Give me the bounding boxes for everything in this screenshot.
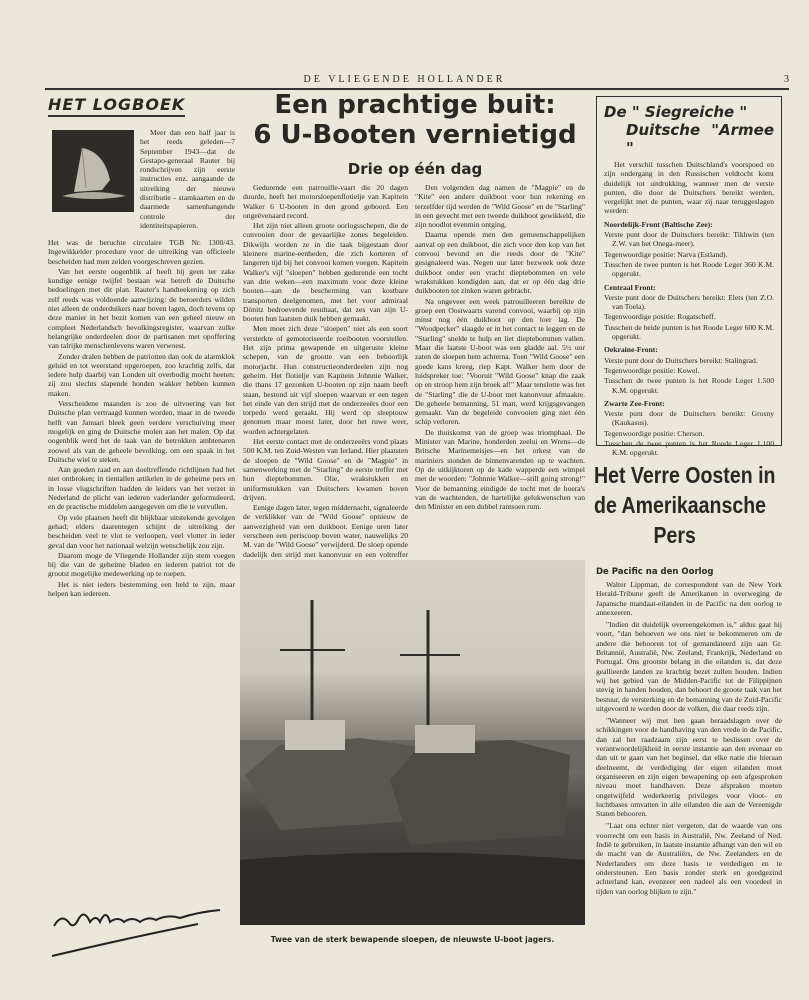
front-item: Oekraine-Front: Verste punt door de Duitschers bereikt: Stalingrad. Tegenwoordige positie: Kowel. Tusschen de twee punten is het Roode Leger 1.500 K.M. opgerukt. (604, 345, 774, 395)
logboek-title: HET LOGBOEK (48, 95, 185, 117)
uboat-hunters-photo (240, 560, 585, 925)
main-subheadline: Drie op één dag (347, 160, 483, 178)
far-east-body: Walter Lippman, de correspondent van de New York Herald-Tribune geeft de Amerikanen in overweging de Japansche mandaat-eilanden in de Pacific na den oorlog te annexeeren. "Indien dit duidelijk overeengekomen is," aldus gaat hij voort, "dan behoeven we ons niet te bekommeren om de andere die behooren tot of gemandateerd zijn aan Gr. Britannië, Australië, Nw. Zeeland, Frankrijk, Nederland en Portugal. Ons grootste belang in die eilanden is, dat deze geallieerde landen ze krachtig bezet zullen houden. Indien wij het gebied van de Midden-Pacific tot de Filippijnen stevig in handen houden, dan behoort de groote taak van het bestuur, de versterking en de bemanning van de Zuid-Pacific uitgevoerd te worden door de volken, die daar reeds zijn. "Wanneer wij met hen gaan beraadslagen over de schikkingen voor de handhaving van den vrede in de Pacific, dan zal het raadzaam zijn eerst te beslissen over de verantwoordelijkheid in eerste instantie aan den evenaar en dan uit te gaan van het beginsel, dat elke natie die hieraan deelneemt, de verdediging der eigen eilanden moet organiseeren en zijn eigen bewapening op een afgesproken niveau moet handhaven. Deze afspraken moeten ongetwijfeld wederkeerig privileges voor vloot- en luchtbases omvatten in alle eilanden die aan de Vereenigde Staten behooren. "Laat ons echter niet vergeten, dat de waarde van ons voorrecht om een basis in Australië, Nw. Zeeland of Ned. Indië te gebruiken, in laatste instantie afhangt van den wil en de macht van de Australiërs, de Nw. Zeelanders en de Nederlanders om deze basis te verdedigen en te ondersteunen. Een basis zonder sterk en goedgezind achterland kan, evenzeer een nadeel als een voordeel in tijden van oorlog blijken te zijn." (596, 580, 782, 896)
front-item: Noordelijk-Front (Baltische Zee): Verste punt door de Duitschers bereikt: Tikhwin (ten Z.W. van het Onega-meer). Tegenwoordige positie: Narva (Estland). Tusschen de twee punten is het Roode Leger 360 K.M. opgerukt. (604, 219, 774, 279)
main-article-column-1: Gedurende een patrouille-vaart die 20 dagen duurde, heeft het motorsloepenflotielje van Kapitein Walker 6 U-booten in den grond geboord. Een ongeëvenaard record. Het zijn niet alleen groote oorlogsschepen, die de convooien door de gevaarlijke zones begeleiden. Dikwijls worden ze in die taak bijgestaan door kleinere marine-eenheden, die zich korteren of langeren tijd bij het convooi komen voegen. Kapitein Walker's vijf "sloepen" hebben gedurende een tocht van drie weken—een maximum voor deze kleine booten—aan de bescherming van kostbare transporten deelgenomen, met het voor admiraal Dönitz bedroevende resultaat, dat zes van zijn U-booten hun laatsten duik hebben gemaakt. Men moet zich deze "sloepen" niet als een soort versterkte of gemotoriseerde roeibooten voorstellen. Het zijn prima gewapende en uitgeruste kleine schepen, van de grootte van een behoorlijk motorjacht. Hun constructieonderdeelen zijn nog geheim. Het flotielje van Kapitein Johnnie Walker, die thans 17 gezonken U-booten op zijn naam heeft staan, bestond uit vijf sloepen waarvan er een tegen het einde van den strijd met de onderzeeërs door een torpedo werd geraakt. Hij werd op sleeptouw genomen maar moest later, door het ruwe weer, worden achtergelaten. Het eerste contact met de onderzeeërs vond plaats 500 K.M. ten Zuid-Westen van Ierland. Hier plaatsten de sloepen de "Wild Goose" en de "Magpie" in samenwerking met de "Starling" de eerste treffer met hun dieptebommen. Olie, wrakstukken en uniformstukken van Duitschers kwamen boven drijven. Eenige dagen later, tegen middernacht, signaleerde de verklikker van de "Wild Goose" opnieuw de aanwezigheid van een duikboot. Eenige uren later verscheen een periscoop boven water, nauwelijks 20 M. van de "Wild Goose" verwijderd. De sloep opende dadelijk den strijd met kanonvuur en een voltreffer (243, 183, 408, 559)
photo-caption: Twee van de sterk bewapende sloepen, de nieuwste U-boot jagers. (270, 935, 555, 944)
logboek-body: Het was de beruchte circulaire TGB Nr. 1300/43. Ingewikkelder procedure voor de uitreiking van officieele bescheiden had men zelden voorgeschreven gezien. Van het eerste oogenblik af heeft bij geen ter zake kundige eenige twijfel bestaan wat betreft de Duitsche bedoelingen met dit plan. Rauter's handteekening op zich zelf reeds was voldoende aanwijzing: de beroerders wilden niet alleen de onderduikers naar boven lagen, doch tevens op deze manier in het bezit komen van een geheel nieuw en compleet Nederlandsch bevolkingsregister, waarvan zulke belangrijke onderdeelen door de partisanen met opoffering van talrijke menschenlevens waren verwoest. Zonder dralen hebben de patriotten dan ook de alarmklok geluid en tot weerstand opgeroepen, zoo krachtig zelfs, dat iedere hulp daarbij van Londen uit overbodig mocht heeten; zij zou slechts slapende honden wakker hebben kunnen maken. Verscheidene maanden is zoo de uitvoering van het Duitsche plan vertraagd kunnen worden, maar in de tweede helft van Januari bleek geen verdere verschuiving meer mogelijk en ging de Duitsche molen aan het malen. Op dat oogenblik werd het de taak van de betrokken ambtenaren zoowel als van de geheele bevolking, om een spaak in het Duitsche wiel te steken. Aan goeden raad en aan doeltreffende richtlijnen had het niet ontbroken; in tientallen artikelen in de geheime pers en in losse vlugschriften hadden de leiders van het verzet in Nederland de plicht van iederen vaderlander geformuleerd, en de practische middelen aangegeven om die te vervullen. Op vele plaatsen heeft dit blijkbaar uitstekende gevolgen gehad; elders daarentegen schijnt de uitreiking der bescheiden veel te vlot te verloopen, veel vlotter in ieder geval dan voor het nationaal welzijn wenschelijk zou zijn. Daarom moge de Vliegende Hollander zijn stem voegen bij die van de geheime bladen en iederen patriot tot de grootst mogelijke medewerking op te roepen. Het is niet ieders bestemming een held te zijn, maar helpen kan iedereen. (48, 238, 235, 598)
logboek-intro: Meer dan een half jaar is het reeds geleden—7 September 1943—dat de Gestapo-generaal Rauter bij rondschrijven zijn eerste instructies enz. aangaande de uitreiking der nieuwe distributie - stamkaarten en de daarmede samenhangende controle der identiteitspapieren. (140, 128, 235, 230)
sailing-ship-illustration (52, 130, 134, 212)
masthead-title: DE VLIEGENDE HOLLANDER (303, 74, 506, 85)
front-item: Centraal Front: Verste punt door de Duitschers bereikt: Elets (ten Z.O. van Toela). Tegenwoordige positie: Rogatscheff. Tusschen de beide punten is het Roode Leger 600 K.M. opgerukt. (604, 282, 774, 342)
main-article-column-2: Den volgenden dag namen de "Magpie" en de "Kite" een andere duikboot voor hun rekening en terzelfder tijd werden de "Wild Goose" en de "Starling" in een gevecht met een tweede duikboot gewikkeld, die zijn noodlot evenmin ontging. Daarna opende men den gemeenschappelijken aanval op een duikboot, die zich voor den kop van het convooi bevond en die reeds door de "Kite" gesignaleerd was. Negen uur later bezweek ook deze duikboot onder een vracht dieptebommen en vele wrakstukken kondigden aan, dat er op één dag drie duikbooten tot zinken waren gebracht. Na ongeveer een week patrouilleeren bereikte de groep een Oostwaarts varend convooi, waarbij op zijn minst nog één duikboot op den loer lag. De "Woodpecker" slaagde er in het contact te leggen en de "Starling" snelde te hulp en liet dieptebommen vallen. Maar die laatste U-boot was een gladde aal. 5½ uur zaten de sloepen hem achterna. Toen "Wild Goose" een goede kans kreeg, riep Kapt. Walker hem door de luidspreker toe: "Vooruit "Wild Goose" knap die zaak op en stroop hem zijn broek af!" Maar tenslotte was het de "Starling" die de U-boot met kanonvuur afmaakte. De geheele bemanning, 51 man, werd krijgsgevangen gemaakt. Van de begeleide convooien ging niet één schip verloren. De thuiskomst van de groep was triomphaal. De Minister van Marine, honderden zeelui en Wrens—de Britsche Marinemeisjes—en het orkest van de mariniers stonden de binnenvarenden op te wachten. Op de uitkijktoren op de kade wapperde een wimpel met de woorden: "Johnnie Walker—still going strong!" Voor de bemanning eindigde de tocht met de hoera's van de wachtenden, de hartelijke gelukwenschen van den Minister en een dubbel rantsoen rum. (415, 183, 585, 512)
main-headline: Een prachtige buit: 6 U-Booten vernietigd (253, 90, 577, 150)
signature (48, 898, 228, 958)
front-item: Zwarte Zee-Front: Verste punt door de Duitschers bereikt: Grosny (Kaukasus). Tegenwoordige positie: Cherson. Tusschen de twee punten is het Roode Leger 1.100 K.M. opgerukt. (604, 398, 774, 458)
page-number: 3 (784, 74, 789, 85)
siegreiche-armee-box: De " Siegreiche " Duitsche "Armee " Het verschil tusschen Duitschland's voorspoed en zijn ondergang in den Russischen veldtocht komt duidelijk tot uitdrukking, wanneer men de verste punten, die door de Duitschers bereikt werden, vergelijkt met de punten, waar zij naar teruggeslagen werden: Noordelijk-Front (Baltische Zee): Verste punt door de Duitschers bereikt: Tikhwin (ten Z.W. van het Onega-meer). Tegenwoordige positie: Narva (Estland). Tusschen de twee punten is het Roode Leger 360 K.M. opgerukt. Centraal Front: Verste punt door de Duitschers bereikt: Elets (ten Z.O. van Toela). Tegenwoordige positie: Rogatscheff. Tusschen de beide punten is het Roode Leger 600 K.M. opgerukt. Oekraine-Front: Verste punt door de Duitschers bereikt: Stalingrad. Tegenwoordige positie: Kowel. Tusschen de twee punten is het Roode Leger 1.500 K.M. opgerukt. Zwarte Zee-Front: Verste punt door de Duitschers bereikt: Grosny (Kaukasus). Tegenwoordige positie: Cherson. Tusschen de twee punten is het Roode Leger 1.100 K.M. opgerukt. (596, 96, 782, 446)
box-title: De " Siegreiche " Duitsche "Armee " (604, 103, 774, 157)
far-east-headline: Het Verre Oosten in de Amerikaansche Pers (594, 462, 776, 548)
far-east-subheading: De Pacific na den Oorlog (596, 567, 714, 577)
